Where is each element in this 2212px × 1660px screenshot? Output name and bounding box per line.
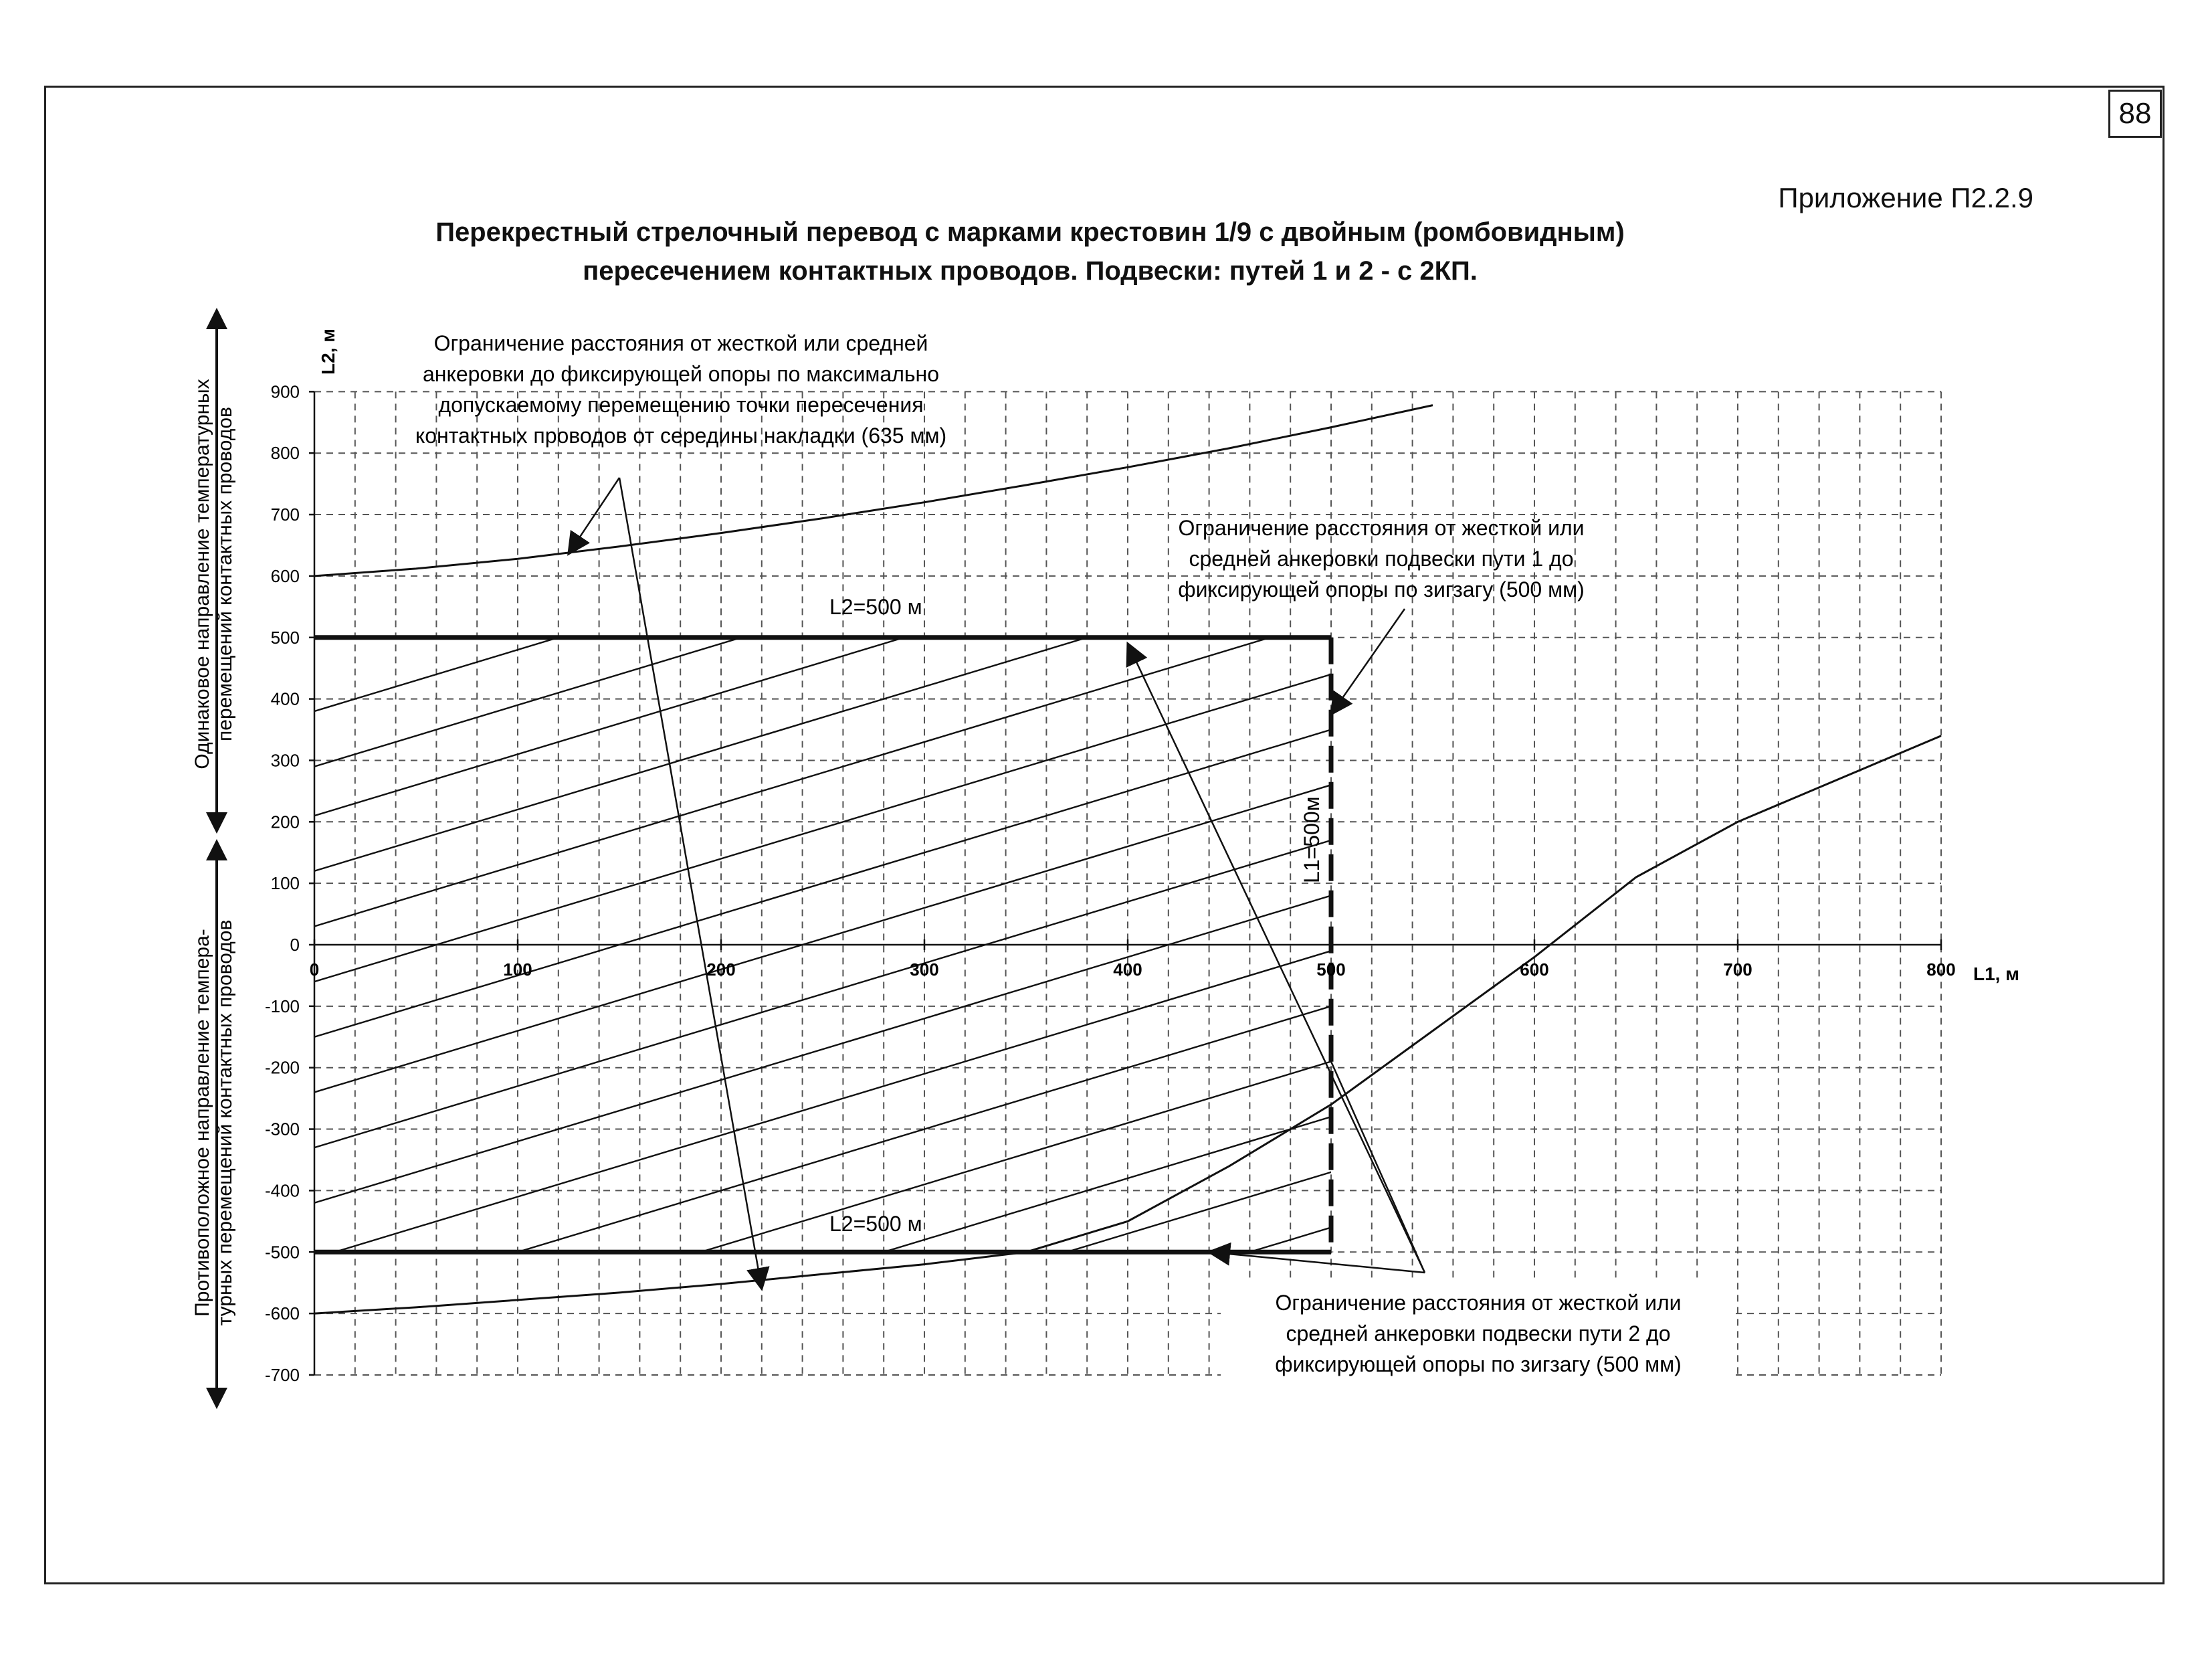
hatch-line — [0, 318, 2144, 994]
y-tick-label: 600 — [270, 565, 300, 586]
x-tick-label: 600 — [1520, 959, 1549, 980]
x-tick-label: 200 — [706, 959, 736, 980]
x-axis-label: L1, м — [1973, 963, 2019, 984]
hatch-line — [0, 926, 2144, 1602]
annotation-635-line-4: контактных проводов от середины накладки (635 мм) — [415, 424, 947, 448]
y-tick-label: -700 — [264, 1364, 300, 1385]
grid — [314, 391, 1941, 1375]
chart-title-line-1: Перекрестный стрелочный перевод с марками крестовин 1/9 с двойным (ромбовидным) — [435, 217, 1625, 247]
hatch-line — [0, 1037, 2144, 1660]
annotation-path2 — [1221, 1278, 1736, 1377]
side-label-lower-line-1: Противоположное направление темпера- — [191, 929, 213, 1317]
x-tick-label: 100 — [503, 959, 532, 980]
hatch-line — [0, 213, 2144, 889]
arrow-path1-top — [1128, 644, 1425, 1273]
y-tick-label: -200 — [264, 1057, 300, 1078]
y-tick-label: 900 — [270, 381, 300, 402]
annotation-635 — [415, 331, 946, 448]
x-tick-label: 700 — [1723, 959, 1752, 980]
label-l1: L1=500м — [1300, 796, 1324, 883]
hatch-line — [0, 705, 2144, 1381]
y-tick-label: 200 — [270, 812, 300, 832]
y-axis-label: L2, м — [318, 329, 338, 375]
hatch-line — [0, 871, 2144, 1547]
y-tick-label: 800 — [270, 443, 300, 464]
annotation-path2-line-1: Ограничение расстояния от жесткой или — [1275, 1291, 1682, 1315]
hatch-line — [0, 982, 2144, 1657]
x-tick-label: 800 — [1926, 959, 1956, 980]
y-tick-label: 300 — [270, 750, 300, 771]
hatch-line — [0, 760, 2144, 1436]
y-tick-label: 700 — [270, 504, 300, 525]
annotation-path2-line-2: средней анкеровки подвески пути 2 до — [1286, 1321, 1671, 1346]
page-number: 88 — [2108, 90, 2162, 138]
y-tick-label: -300 — [264, 1119, 300, 1139]
appendix-label: Приложение П2.2.9 — [1778, 182, 2033, 213]
arrow-635-upper — [569, 478, 619, 554]
annotation-635-line-1: Ограничение расстояния от жесткой или средней — [433, 331, 928, 355]
hatch-line — [0, 158, 2144, 834]
annotation-path1 — [1178, 516, 1585, 602]
chart-title-line-2: пересечением контактных проводов. Подвески: путей 1 и 2 - с 2КП. — [583, 256, 1478, 286]
y-tick-label: 0 — [290, 935, 300, 955]
y-tick-label: -600 — [264, 1303, 300, 1324]
side-label-lower — [191, 850, 236, 1398]
hatch-line — [0, 650, 2144, 1325]
x-tick-label: 0 — [309, 959, 320, 980]
y-tick-label: -400 — [264, 1180, 300, 1201]
hatch-line — [0, 594, 2144, 1270]
hatch-line — [0, 539, 2144, 1215]
annotation-path2-line-3: фиксирующей опоры по зигзагу (500 мм) — [1275, 1352, 1682, 1376]
hatch-line — [0, 428, 2144, 1104]
hatch-line — [0, 816, 2144, 1491]
arrow-path2-bottom — [1209, 1252, 1425, 1273]
y-tick-label: 500 — [270, 627, 300, 648]
side-label-upper-line-2: перемещений контактных проводов — [214, 407, 236, 741]
side-label-upper — [191, 318, 236, 823]
y-tick-label: 100 — [270, 873, 300, 894]
y-tick-label: 400 — [270, 688, 300, 709]
side-label-upper-line-1: Одинаковое направление температурных — [191, 379, 213, 769]
hatch-line — [0, 373, 2144, 1049]
label-l2-bottom: L2=500 м — [829, 1212, 922, 1236]
x-tick-label: 300 — [910, 959, 939, 980]
y-tick-label: -100 — [264, 996, 300, 1016]
annotation-path1-line-1: Ограничение расстояния от жесткой или — [1178, 516, 1585, 540]
x-tick-label: 500 — [1316, 959, 1346, 980]
annotation-path1-line-3: фиксирующей опоры по зигзагу (500 мм) — [1178, 577, 1585, 602]
label-l2-top: L2=500 м — [829, 595, 922, 619]
annotation-635-line-3: допускаемому перемещению точки пересечения — [438, 393, 924, 417]
hatch-region — [0, 158, 2144, 1660]
annotation-path1-line-2: средней анкеровки подвески пути 1 до — [1189, 547, 1574, 571]
arrow-path2-line — [1331, 1062, 1425, 1273]
y-tick-label: -500 — [264, 1242, 300, 1263]
side-label-lower-line-2: турных перемещений контактных проводов — [214, 919, 236, 1326]
x-tick-label: 400 — [1113, 959, 1142, 980]
annotation-635-line-2: анкеровки до фиксирующей опоры по максимально — [422, 362, 940, 386]
